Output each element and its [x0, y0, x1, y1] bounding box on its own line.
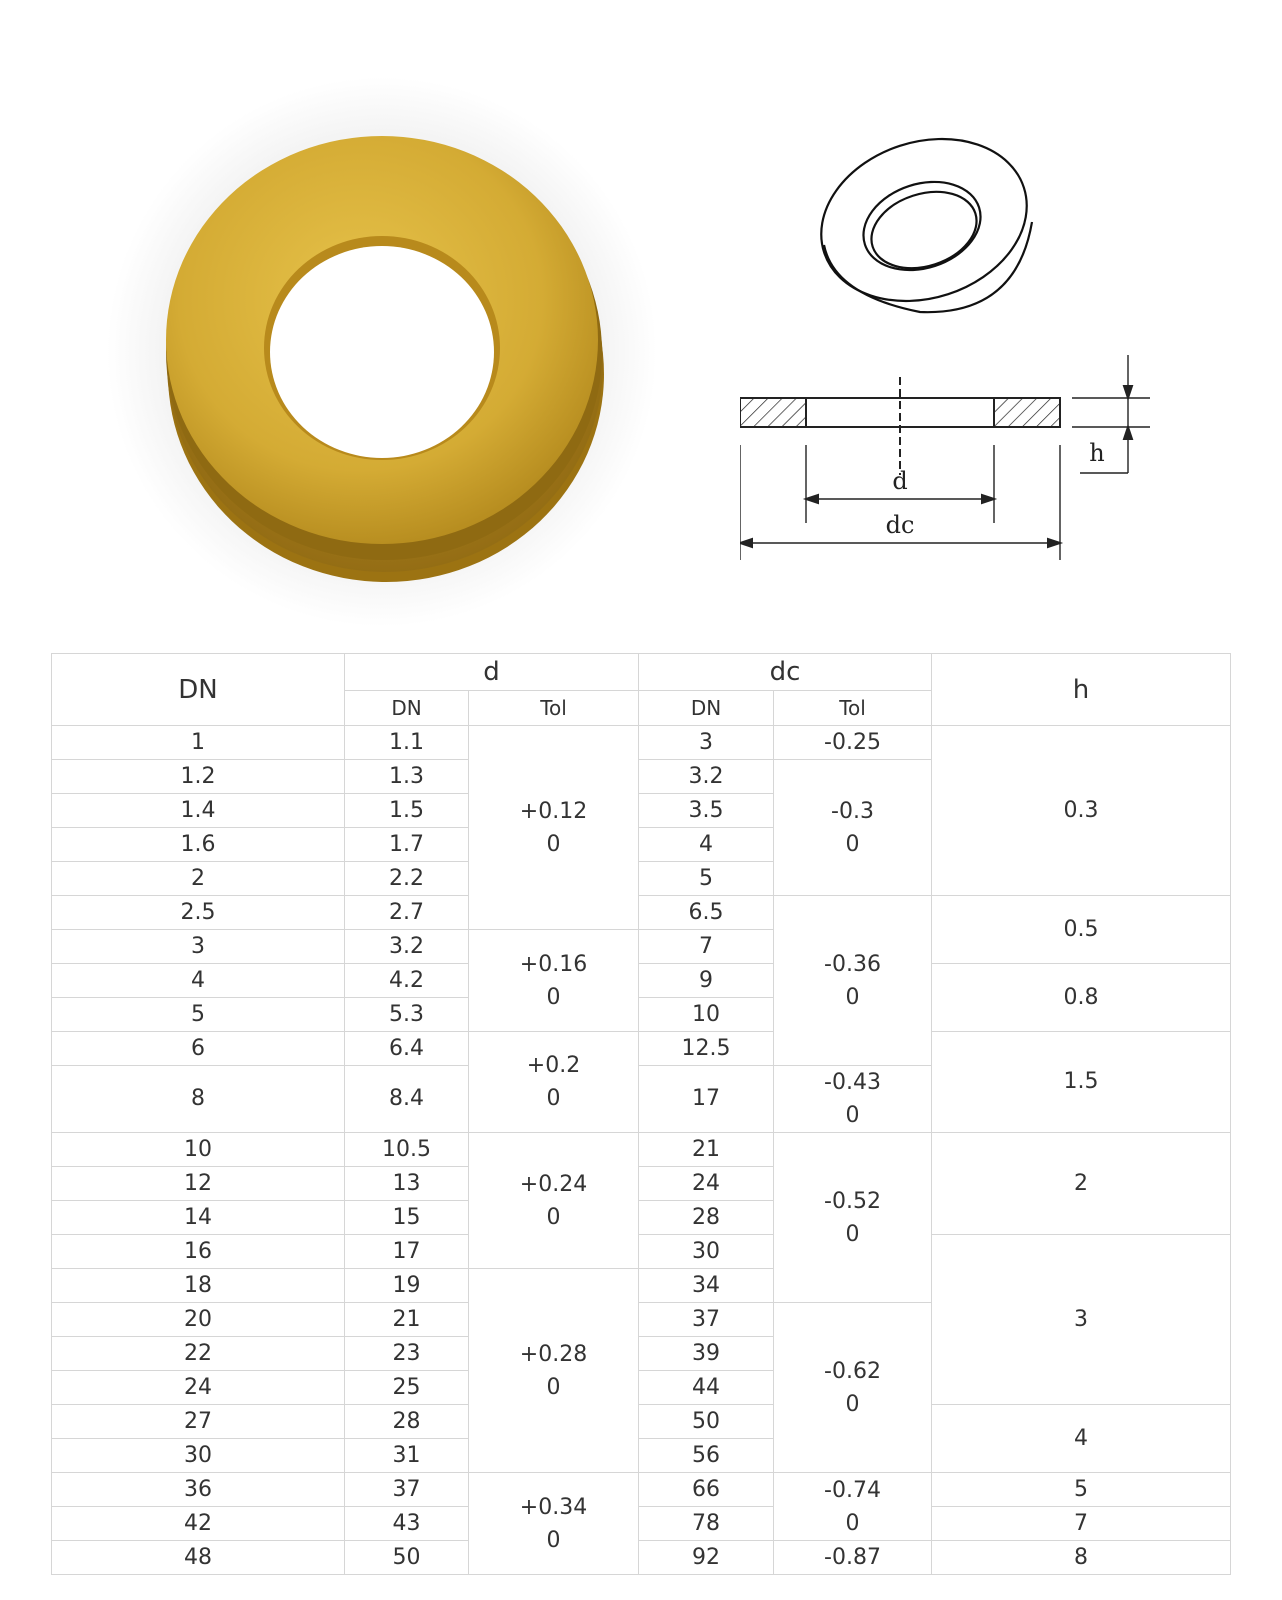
dc-tol-cell-upper: -0.87	[824, 1545, 881, 1570]
d-tol-cell	[469, 726, 639, 930]
dc-dn-cell: 39	[639, 1337, 774, 1371]
h-cell: 3	[932, 1235, 1231, 1405]
dc-tol-cell-upper: -0.62	[824, 1358, 881, 1384]
d-tol-cell-upper: +0.12	[519, 798, 588, 824]
dc-tol-cell	[774, 896, 932, 1066]
table-row	[52, 1032, 1231, 1066]
d-dn-cell: 15	[345, 1201, 469, 1235]
header-d-dn: DN	[345, 691, 469, 726]
h-cell: 0.8	[932, 964, 1231, 1032]
dc-tol-cell	[774, 1066, 932, 1133]
header-d: d	[345, 654, 639, 691]
d-dn-cell: 13	[345, 1167, 469, 1201]
d-tol-cell-lower: 0	[546, 1086, 561, 1111]
table-row	[52, 964, 1231, 998]
d-dn-cell: 28	[345, 1405, 469, 1439]
table-row	[52, 1541, 1231, 1575]
dc-tol-cell	[774, 1133, 932, 1303]
dn-cell: 10	[52, 1133, 345, 1167]
dc-dn-cell: 34	[639, 1269, 774, 1303]
dn-cell: 16	[52, 1235, 345, 1269]
dn-cell: 1	[52, 726, 345, 760]
dc-tol-cell-upper: -0.43	[824, 1070, 881, 1095]
table-row	[52, 1473, 1231, 1507]
h-cell: 5	[932, 1473, 1231, 1507]
dn-cell: 1.6	[52, 828, 345, 862]
d-dn-cell: 3.2	[345, 930, 469, 964]
h-cell: 4	[932, 1405, 1231, 1473]
dn-cell: 22	[52, 1337, 345, 1371]
dc-dn-cell: 21	[639, 1133, 774, 1167]
dn-cell: 6	[52, 1032, 345, 1066]
header-dc-tol: Tol	[774, 691, 932, 726]
dn-cell: 1.4	[52, 794, 345, 828]
d-dn-cell: 19	[345, 1269, 469, 1303]
dn-cell: 4	[52, 964, 345, 998]
d-dn-cell: 25	[345, 1371, 469, 1405]
dc-tol-cell-upper: -0.36	[824, 951, 881, 977]
washer-section-drawing	[740, 355, 1160, 570]
d-tol-cell-upper: +0.2	[526, 1053, 581, 1078]
dc-dn-cell: 10	[639, 998, 774, 1032]
table-row	[52, 1507, 1231, 1541]
dn-cell: 1.2	[52, 760, 345, 794]
d-tol-cell-lower: 0	[546, 1204, 561, 1230]
dn-cell: 42	[52, 1507, 345, 1541]
d-tol-cell	[469, 1133, 639, 1269]
dn-cell: 14	[52, 1201, 345, 1235]
washer-isometric-drawing	[820, 130, 1040, 320]
dn-cell: 30	[52, 1439, 345, 1473]
dc-tol-cell-upper: -0.3	[831, 798, 874, 824]
dc-dn-cell: 50	[639, 1405, 774, 1439]
dc-tol-cell-lower: 0	[845, 984, 860, 1010]
dc-tol-cell-upper: -0.52	[824, 1188, 881, 1214]
d-tol-cell-lower: 0	[546, 1527, 561, 1553]
dc-tol-cell-upper: -0.25	[824, 730, 881, 755]
dc-dn-cell: 92	[639, 1541, 774, 1575]
d-dn-cell: 43	[345, 1507, 469, 1541]
dc-dn-cell: 3	[639, 726, 774, 760]
dc-dn-cell: 4	[639, 828, 774, 862]
d-dn-cell: 1.1	[345, 726, 469, 760]
dn-cell: 36	[52, 1473, 345, 1507]
diagram-label-d: d	[892, 467, 908, 495]
dn-cell: 24	[52, 1371, 345, 1405]
d-dn-cell: 1.5	[345, 794, 469, 828]
table-row	[52, 1133, 1231, 1167]
brass-washer-photo	[52, 52, 762, 642]
d-tol-cell	[469, 1032, 639, 1133]
dc-tol-cell	[774, 760, 932, 896]
dn-cell: 3	[52, 930, 345, 964]
dc-dn-cell: 17	[639, 1066, 774, 1133]
dc-tol-cell	[774, 1303, 932, 1473]
dc-dn-cell: 12.5	[639, 1032, 774, 1066]
dc-dn-cell: 3.5	[639, 794, 774, 828]
d-tol-cell	[469, 1473, 639, 1575]
d-tol-cell-lower: 0	[546, 1374, 561, 1400]
dc-dn-cell: 37	[639, 1303, 774, 1337]
diagram-label-dc: dc	[885, 511, 915, 539]
dc-dn-cell: 30	[639, 1235, 774, 1269]
dc-tol-cell-lower: 0	[845, 831, 860, 857]
d-dn-cell: 23	[345, 1337, 469, 1371]
dc-dn-cell: 78	[639, 1507, 774, 1541]
d-dn-cell: 17	[345, 1235, 469, 1269]
h-cell: 1.5	[932, 1032, 1231, 1133]
dn-cell: 2	[52, 862, 345, 896]
header-h: h	[932, 654, 1231, 726]
d-dn-cell: 8.4	[345, 1066, 469, 1133]
table-row	[52, 896, 1231, 930]
table-row	[52, 1405, 1231, 1439]
dc-tol-cell-lower: 0	[845, 1510, 860, 1536]
washer-dimension-table	[51, 653, 1230, 1575]
dc-dn-cell: 56	[639, 1439, 774, 1473]
dn-cell: 48	[52, 1541, 345, 1575]
h-cell: 0.3	[932, 726, 1231, 896]
d-dn-cell: 10.5	[345, 1133, 469, 1167]
header-dc-dn: DN	[639, 691, 774, 726]
dc-dn-cell: 6.5	[639, 896, 774, 930]
h-cell: 7	[932, 1507, 1231, 1541]
dc-dn-cell: 66	[639, 1473, 774, 1507]
d-dn-cell: 4.2	[345, 964, 469, 998]
dc-dn-cell: 24	[639, 1167, 774, 1201]
h-cell: 2	[932, 1133, 1231, 1235]
d-tol-cell	[469, 930, 639, 1032]
d-dn-cell: 21	[345, 1303, 469, 1337]
dc-dn-cell: 3.2	[639, 760, 774, 794]
table-body	[52, 726, 1231, 1575]
table-row	[52, 726, 1231, 760]
dc-tol-cell	[774, 726, 932, 760]
dc-dn-cell: 9	[639, 964, 774, 998]
header-d-tol: Tol	[469, 691, 639, 726]
d-dn-cell: 37	[345, 1473, 469, 1507]
dc-tol-cell-upper: -0.74	[824, 1477, 881, 1503]
dc-tol-cell	[774, 1473, 932, 1541]
dn-cell: 8	[52, 1066, 345, 1133]
h-cell: 0.5	[932, 896, 1231, 964]
dc-tol-cell-lower: 0	[845, 1103, 860, 1128]
d-tol-cell-upper: +0.34	[519, 1494, 588, 1520]
h-cell: 8	[932, 1541, 1231, 1575]
dn-cell: 2.5	[52, 896, 345, 930]
dc-tol-cell-lower: 0	[845, 1391, 860, 1417]
d-tol-cell-upper: +0.16	[519, 951, 588, 977]
d-dn-cell: 2.2	[345, 862, 469, 896]
d-tol-cell-lower: 0	[546, 831, 561, 857]
d-tol-cell-upper: +0.24	[519, 1171, 588, 1197]
dc-tol-cell-lower: 0	[845, 1221, 860, 1247]
d-tol-cell	[469, 1269, 639, 1473]
header-dc: dc	[639, 654, 932, 691]
dn-cell: 20	[52, 1303, 345, 1337]
dn-cell: 12	[52, 1167, 345, 1201]
d-tol-cell-lower: 0	[546, 984, 561, 1010]
d-dn-cell: 31	[345, 1439, 469, 1473]
dc-dn-cell: 44	[639, 1371, 774, 1405]
diagram-label-h: h	[1089, 439, 1105, 467]
dc-dn-cell: 7	[639, 930, 774, 964]
header-dn: DN	[52, 654, 345, 726]
d-dn-cell: 5.3	[345, 998, 469, 1032]
d-dn-cell: 50	[345, 1541, 469, 1575]
dn-cell: 5	[52, 998, 345, 1032]
dc-dn-cell: 28	[639, 1201, 774, 1235]
d-dn-cell: 1.7	[345, 828, 469, 862]
d-dn-cell: 2.7	[345, 896, 469, 930]
table-row	[52, 1235, 1231, 1269]
dc-tol-cell	[774, 1541, 932, 1575]
dn-cell: 27	[52, 1405, 345, 1439]
d-dn-cell: 6.4	[345, 1032, 469, 1066]
d-dn-cell: 1.3	[345, 760, 469, 794]
dc-dn-cell: 5	[639, 862, 774, 896]
d-tol-cell-upper: +0.28	[519, 1341, 588, 1367]
dn-cell: 18	[52, 1269, 345, 1303]
